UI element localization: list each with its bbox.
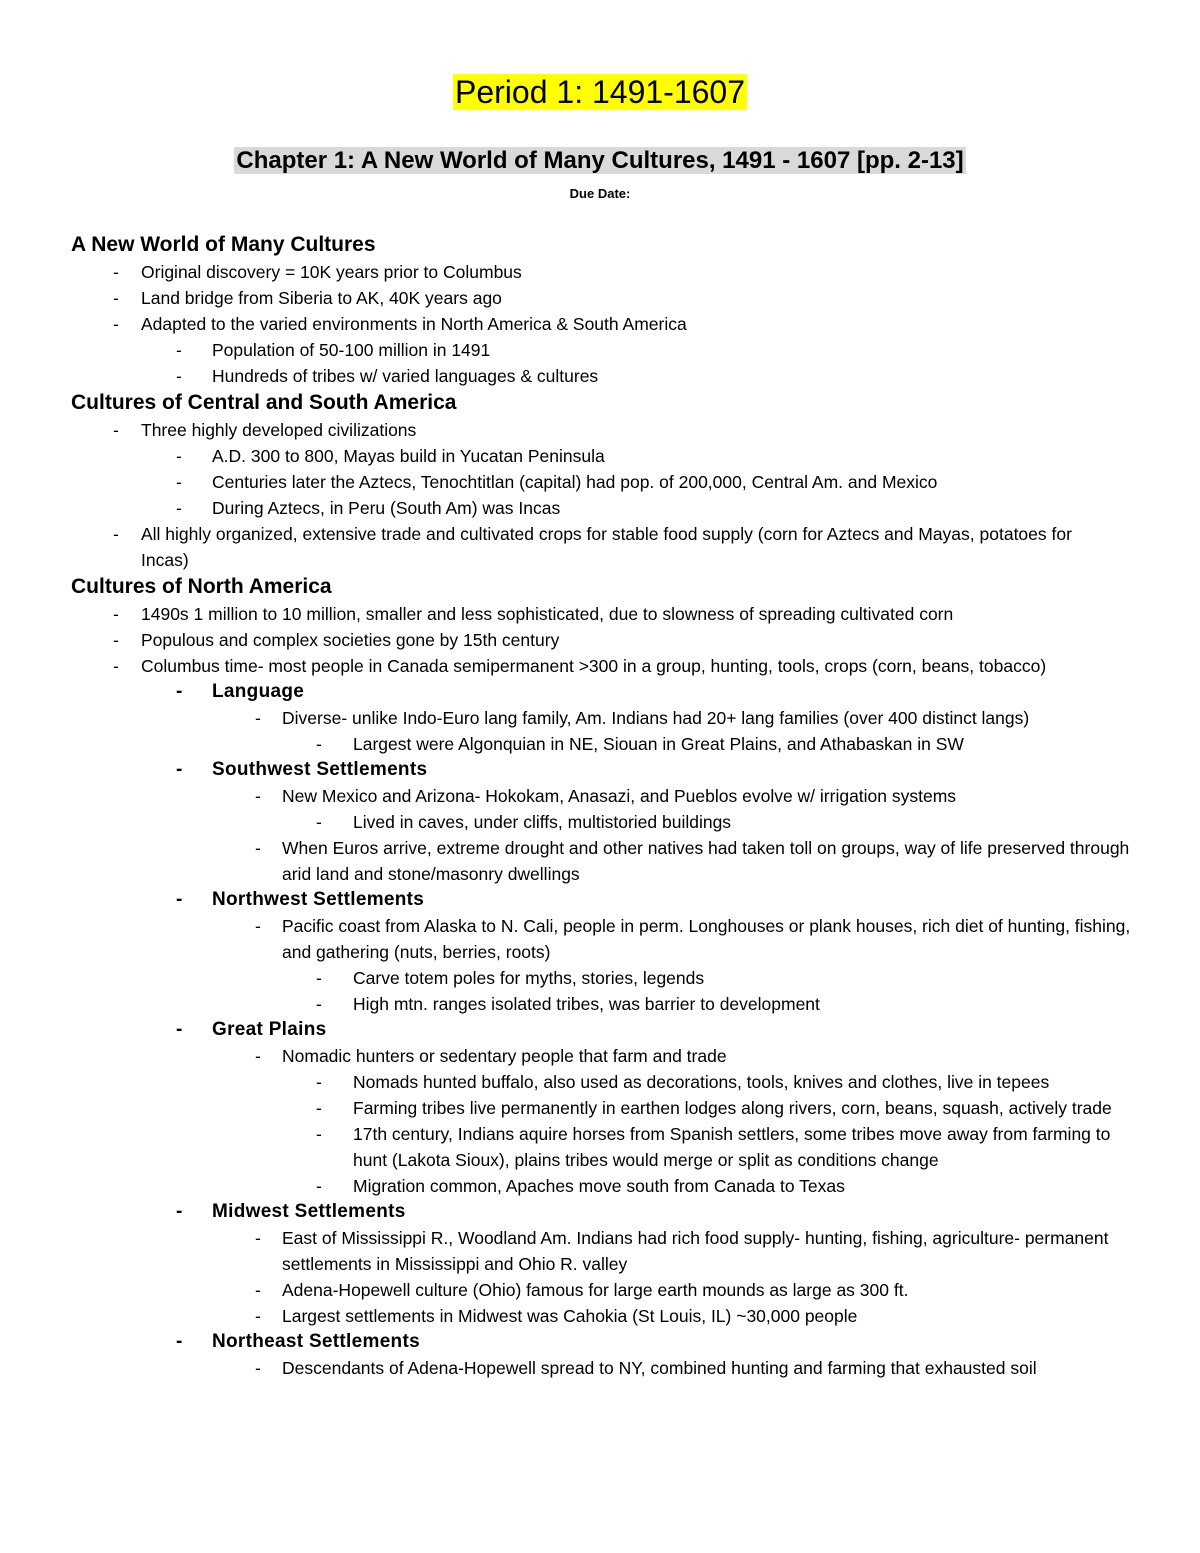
bullet-dash: - bbox=[255, 786, 261, 806]
bullet-dash: - bbox=[176, 340, 182, 360]
bullet-dash: - bbox=[316, 994, 322, 1014]
section-heading-north-america: Cultures of North America bbox=[71, 575, 332, 598]
list-item: - Diverse- unlike Indo-Euro lang family, Am. Indians had 20+ lang families (over 400 distinct langs) bbox=[0, 705, 1132, 731]
list-item: - All highly organized, extensive trade and cultivated crops for stable food supply (corn for Aztecs and Mayas, potatoes for Incas) bbox=[0, 521, 1101, 573]
bullet-dash: - bbox=[113, 262, 119, 282]
list-item: - New Mexico and Arizona- Hokokam, Anasazi, and Pueblos evolve w/ irrigation systems bbox=[0, 783, 1132, 809]
list-item: - Largest were Algonquian in NE, Siouan in Great Plains, and Athabaskan in SW bbox=[0, 731, 1133, 757]
bullet-dash: - bbox=[316, 812, 322, 832]
period-title bbox=[0, 72, 1200, 112]
list-item: - Columbus time- most people in Canada semipermanent >300 in a group, hunting, tools, crops (corn, beans, tobacco) bbox=[0, 653, 1101, 679]
bullet-dash: - bbox=[176, 681, 183, 702]
bullet-dash: - bbox=[176, 366, 182, 386]
bullet-dash: - bbox=[255, 838, 261, 858]
bullet-dash: - bbox=[113, 420, 119, 440]
bullet-dash: - bbox=[176, 759, 183, 780]
bullet-dash: - bbox=[113, 630, 119, 650]
section-heading-new-world: A New World of Many Cultures bbox=[71, 233, 376, 256]
list-item: - Descendants of Adena-Hopewell spread to NY, combined hunting and farming that exhausted soil bbox=[0, 1355, 1132, 1381]
bullet-dash: - bbox=[255, 708, 261, 728]
bullet-dash: - bbox=[255, 1358, 261, 1378]
chapter-title-text: Chapter 1: A New World of Many Cultures, 1491 - 1607 [pp. 2-13] bbox=[236, 147, 964, 174]
list-item: - Three highly developed civilizations bbox=[0, 417, 1101, 443]
bullet-dash: - bbox=[255, 916, 261, 936]
period-title-text: Period 1: 1491-1607 bbox=[455, 74, 745, 110]
notes-content bbox=[0, 231, 1200, 1381]
bullet-dash: - bbox=[113, 604, 119, 624]
list-item: - Pacific coast from Alaska to N. Cali, people in perm. Longhouses or plank houses, rich diet of hunting, fishing, and gathering (nuts, berries, roots) bbox=[0, 913, 1132, 965]
list-item: - Populous and complex societies gone by 15th century bbox=[0, 627, 1101, 653]
bullet-dash: - bbox=[113, 656, 119, 676]
bullet-dash: - bbox=[255, 1228, 261, 1248]
bullet-dash: - bbox=[176, 889, 183, 910]
subsection-southwest: - Southwest Settlements bbox=[0, 757, 1200, 783]
bullet-dash: - bbox=[113, 288, 119, 308]
list-item: - Adapted to the varied environments in North America & South America bbox=[0, 311, 1101, 337]
list-item: - East of Mississippi R., Woodland Am. Indians had rich food supply- hunting, fishing, agriculture- permanent settlements in Mississippi and Ohio R. valley bbox=[0, 1225, 1132, 1277]
bullet-dash: - bbox=[316, 1176, 322, 1196]
bullet-dash: - bbox=[176, 498, 182, 518]
list-item: - Nomadic hunters or sedentary people that farm and trade bbox=[0, 1043, 1132, 1069]
bullet-dash: - bbox=[113, 524, 119, 544]
list-item: - 1490s 1 million to 10 million, smaller and less sophisticated, due to slowness of spreading cultivated corn bbox=[0, 601, 1101, 627]
bullet-dash: - bbox=[255, 1306, 261, 1326]
list-item: - Lived in caves, under cliffs, multistoried buildings bbox=[0, 809, 1133, 835]
bullet-dash: - bbox=[176, 472, 182, 492]
list-item: - When Euros arrive, extreme drought and other natives had taken toll on groups, way of life preserved through arid land and stone/masonry dwellings bbox=[0, 835, 1132, 887]
list-item: - Nomads hunted buffalo, also used as decorations, tools, knives and clothes, live in tepees bbox=[0, 1069, 1133, 1095]
list-item: - Carve totem poles for myths, stories, legends bbox=[0, 965, 1133, 991]
list-item: - Largest settlements in Midwest was Cahokia (St Louis, IL) ~30,000 people bbox=[0, 1303, 1132, 1329]
list-item: - High mtn. ranges isolated tribes, was barrier to development bbox=[0, 991, 1133, 1017]
list-item: - Migration common, Apaches move south from Canada to Texas bbox=[0, 1173, 1133, 1199]
list-item: - Original discovery = 10K years prior to Columbus bbox=[0, 259, 1101, 285]
bullet-dash: - bbox=[176, 1019, 183, 1040]
bullet-dash: - bbox=[113, 314, 119, 334]
bullet-dash: - bbox=[316, 1098, 322, 1118]
subsection-language: - Language bbox=[0, 679, 1200, 705]
section-heading-central-south-america: Cultures of Central and South America bbox=[71, 391, 457, 414]
bullet-dash: - bbox=[176, 1201, 183, 1222]
bullet-dash: - bbox=[255, 1280, 261, 1300]
list-item: - A.D. 300 to 800, Mayas build in Yucatan Peninsula bbox=[0, 443, 1112, 469]
due-date-label: Due Date: bbox=[569, 186, 631, 201]
subsection-great-plains: - Great Plains bbox=[0, 1017, 1200, 1043]
subsection-northeast: - Northeast Settlements bbox=[0, 1329, 1200, 1355]
list-item: - Hundreds of tribes w/ varied languages & cultures bbox=[0, 363, 1112, 389]
bullet-dash: - bbox=[176, 1331, 183, 1352]
bullet-dash: - bbox=[316, 968, 322, 988]
list-item: - Farming tribes live permanently in earthen lodges along rivers, corn, beans, squash, actively trade bbox=[0, 1095, 1133, 1121]
subsection-midwest: - Midwest Settlements bbox=[0, 1199, 1200, 1225]
list-item: - 17th century, Indians aquire horses from Spanish settlers, some tribes move away from farming to hunt (Lakota Sioux), plains tribes would merge or split as conditions change bbox=[0, 1121, 1133, 1173]
bullet-dash: - bbox=[316, 1072, 322, 1092]
chapter-title bbox=[0, 145, 1200, 177]
list-item: - Land bridge from Siberia to AK, 40K years ago bbox=[0, 285, 1101, 311]
bullet-dash: - bbox=[255, 1046, 261, 1066]
bullet-dash: - bbox=[316, 1124, 322, 1144]
list-item: - During Aztecs, in Peru (South Am) was Incas bbox=[0, 495, 1112, 521]
bullet-dash: - bbox=[316, 734, 322, 754]
list-item: - Centuries later the Aztecs, Tenochtitlan (capital) had pop. of 200,000, Central Am. and Mexico bbox=[0, 469, 1112, 495]
list-item: - Adena-Hopewell culture (Ohio) famous for large earth mounds as large as 300 ft. bbox=[0, 1277, 1132, 1303]
list-item: - Population of 50-100 million in 1491 bbox=[0, 337, 1112, 363]
bullet-dash: - bbox=[176, 446, 182, 466]
subsection-northwest: - Northwest Settlements bbox=[0, 887, 1200, 913]
